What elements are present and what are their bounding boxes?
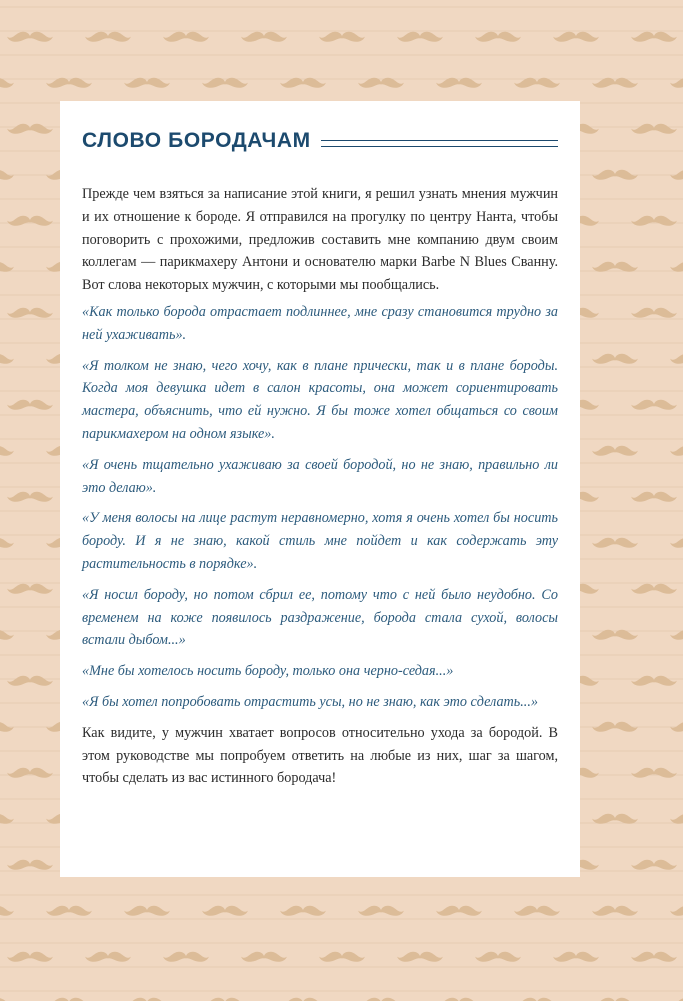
mustache-icon xyxy=(592,814,638,824)
mustache-icon xyxy=(319,32,365,42)
quote-3: «Я очень тщательно ухаживаю за своей бородой, но не знаю, правильно ли это делаю». xyxy=(82,456,558,496)
quote-2: «Я толком не знаю, чего хочу, как в плане прически, так и в плане бороды. Когда моя девушка идет в салон красоты, она может сориентировать мастера, объяснить, что ей нужно. Я бы тоже хотел общаться со своим парикмахером на одном языке». xyxy=(82,357,558,442)
mustache-icon xyxy=(631,216,677,226)
mustache-icon xyxy=(592,446,638,456)
page-title: СЛОВО БОРОДАЧАМ xyxy=(82,129,311,152)
mustache-icon xyxy=(85,952,131,962)
mustache-icon xyxy=(670,906,683,916)
mustache-icon xyxy=(592,538,638,548)
mustache-icon xyxy=(7,952,53,962)
mustache-icon xyxy=(475,32,521,42)
mustache-icon xyxy=(592,722,638,732)
mustache-icon xyxy=(7,768,53,778)
outro-paragraph: Как видите, у мужчин хватает вопросов относительно ухода за бородой. В этом руководстве мы попробуем ответить на любые из них, шаг за шагом, чтобы сделать из вас истинного бородача! xyxy=(82,724,558,787)
mustache-icon xyxy=(631,492,677,502)
mustache-icon xyxy=(241,32,287,42)
title-rule xyxy=(321,140,558,147)
mustache-icon xyxy=(631,124,677,134)
mustache-icon xyxy=(436,906,482,916)
mustache-icon xyxy=(631,32,677,42)
mustache-icon xyxy=(7,584,53,594)
mustache-icon xyxy=(553,32,599,42)
mustache-icon xyxy=(0,446,14,456)
mustache-icon xyxy=(163,952,209,962)
mustache-icon xyxy=(631,308,677,318)
mustache-icon xyxy=(7,124,53,134)
mustache-icon xyxy=(553,952,599,962)
mustache-icon xyxy=(202,906,248,916)
quote-6: «Мне бы хотелось носить бороду, только она черно-седая...» xyxy=(82,663,454,680)
mustache-icon xyxy=(631,400,677,410)
mustache-icon xyxy=(592,906,638,916)
mustache-icon xyxy=(514,906,560,916)
mustache-icon xyxy=(0,354,14,364)
mustache-icon xyxy=(0,814,14,824)
mustache-icon xyxy=(241,952,287,962)
mustache-icon xyxy=(7,860,53,870)
mustache-icon xyxy=(670,262,683,272)
mustache-icon xyxy=(631,860,677,870)
intro-paragraph: Прежде чем взяться за написание этой книги, я решил узнать мнения мужчин и их отношение к бороде. Я отправился на прогулку по центру Нанта, чтобы поговорить с прохожими, предложив составить мне компанию двум своим коллегам — парикмахеру Антони и основателю марки Barbe N Blues Сванну. Вот слова некоторых мужчин, с которыми мы пообщались. xyxy=(82,186,558,294)
mustache-icon xyxy=(7,216,53,226)
mustache-icon xyxy=(670,354,683,364)
text-card xyxy=(60,101,580,877)
mustache-icon xyxy=(397,32,443,42)
mustache-icon xyxy=(319,952,365,962)
mustache-icon xyxy=(0,538,14,548)
mustache-icon xyxy=(163,32,209,42)
mustache-icon xyxy=(592,170,638,180)
quote-7: «Я бы хотел попробовать отрастить усы, но не знаю, как это сделать...» xyxy=(82,693,538,710)
mustache-icon xyxy=(7,676,53,686)
quote-4: «У меня волосы на лице растут неравномерно, хотя я очень хотел бы носить бороду. И я не знаю, какой стиль мне пойдет и как содержать эту растительность в порядке». xyxy=(82,510,558,572)
mustache-icon xyxy=(592,262,638,272)
mustache-icon xyxy=(46,906,92,916)
mustache-icon xyxy=(631,952,677,962)
mustache-icon xyxy=(7,308,53,318)
mustache-icon xyxy=(670,814,683,824)
mustache-icon xyxy=(631,676,677,686)
mustache-icon xyxy=(670,538,683,548)
mustache-icon xyxy=(7,32,53,42)
quote-5: «Я носил бороду, но потом сбрил ее, потому что с ней было неудобно. Со временем на коже появилось раздражение, борода стала сухой, волосы встали дыбом...» xyxy=(82,586,558,649)
mustache-icon xyxy=(592,354,638,364)
mustache-icon xyxy=(631,768,677,778)
mustache-icon xyxy=(7,492,53,502)
quote-1: «Как только борода отрастает подлиннее, мне сразу становится трудно за ней ухаживать». xyxy=(82,303,558,343)
mustache-icon xyxy=(0,262,14,272)
mustache-icon xyxy=(7,400,53,410)
mustache-icon xyxy=(631,584,677,594)
mustache-icon xyxy=(0,906,14,916)
mustache-icon xyxy=(397,952,443,962)
mustache-icon xyxy=(475,952,521,962)
mustache-icon xyxy=(358,906,404,916)
mustache-icon xyxy=(124,906,170,916)
header xyxy=(82,129,558,153)
mustache-icon xyxy=(280,906,326,916)
mustache-icon xyxy=(670,446,683,456)
mustache-icon xyxy=(85,32,131,42)
